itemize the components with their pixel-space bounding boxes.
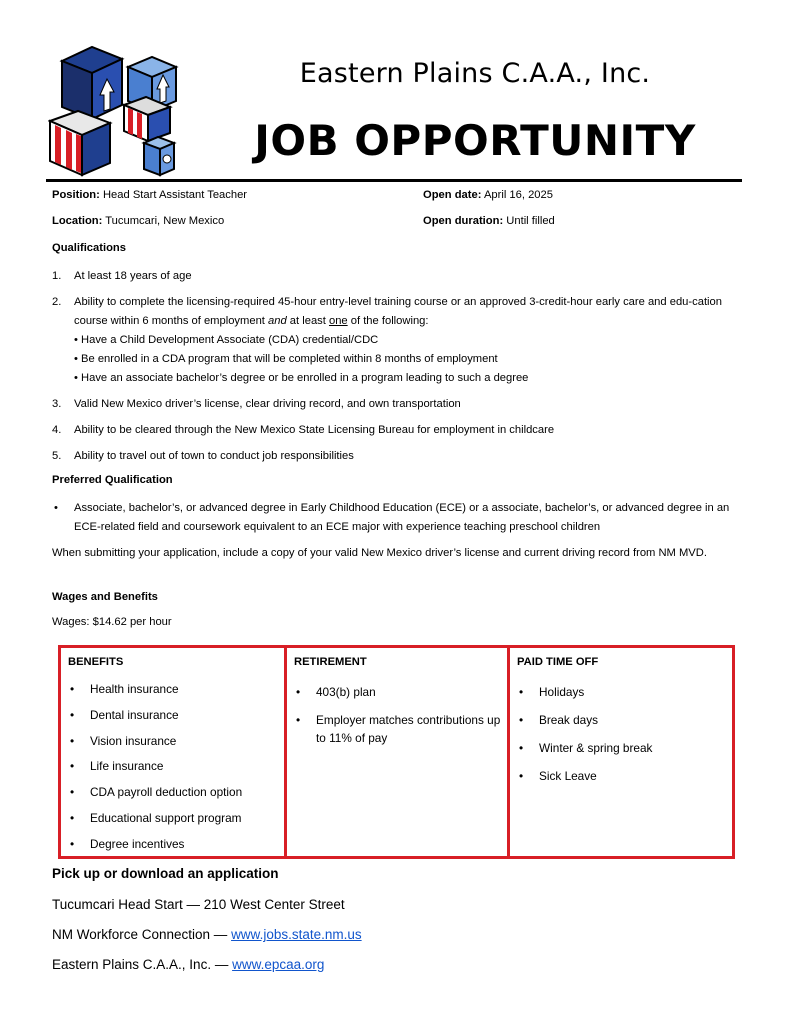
list-item — [52, 447, 742, 466]
jobs-state-link[interactable]: www.jobs.state.nm.us — [231, 927, 362, 942]
head-start-blocks-logo — [48, 45, 180, 177]
list-item — [294, 683, 503, 701]
list-item — [517, 711, 728, 729]
bullet: • — [519, 713, 524, 727]
benefits-box — [58, 645, 287, 859]
list-number: 2. — [52, 296, 62, 308]
pickup-heading: Pick up or download an application — [52, 866, 279, 881]
position-value: Head Start Assistant Teacher — [102, 189, 248, 201]
pto-text: Sick Leave — [539, 769, 597, 783]
bullet: • — [70, 836, 75, 851]
emphasis-one: one — [328, 315, 348, 327]
qualification-text: Ability to travel out of town to conduct job responsibilities — [74, 450, 354, 462]
list-item — [517, 739, 728, 757]
pto-text: Holidays — [539, 685, 585, 699]
bullet: • — [519, 685, 524, 699]
list-number: 4. — [52, 424, 62, 436]
benefits-title: BENEFITS — [68, 656, 124, 668]
paid-time-off-list — [517, 683, 728, 795]
pickup-epcaa — [52, 957, 324, 972]
bullet: • — [296, 713, 301, 727]
bullet: • — [70, 759, 75, 774]
list-item — [68, 706, 280, 724]
open-date-label: Open date: — [423, 189, 482, 201]
pickup-nm-workforce-label: NM Workforce Connection — — [52, 927, 232, 942]
bullet: • — [70, 785, 75, 800]
list-item — [68, 732, 280, 750]
list-item — [68, 783, 280, 801]
sub-list-item: • Have a Child Development Associate (CDA) credential/CDC — [74, 334, 379, 346]
list-item — [68, 809, 280, 827]
list-item — [52, 395, 742, 414]
benefit-text: Health insurance — [90, 682, 179, 696]
paid-time-off-title: PAID TIME OFF — [517, 656, 599, 668]
qualification-text: Ability to be cleared through the New Mexico State Licensing Bureau for employment in childcare — [74, 424, 555, 436]
bullet: • — [70, 810, 75, 825]
sub-list-item: • Be enrolled in a CDA program that will be completed within 8 months of employment — [74, 353, 498, 365]
list-number: 5. — [52, 450, 62, 462]
list-item — [68, 835, 280, 853]
location-label: Location: — [52, 215, 103, 227]
pto-text: Break days — [539, 713, 599, 727]
preferred-qualification — [52, 499, 742, 537]
pickup-nm-workforce — [52, 927, 362, 942]
preferred-qualification-text: Associate, bachelor’s, or advanced degree in Early Childhood Education (ECE) or a associate, bachelor’s, or advanced degree in an ECE-related field and coursework equivalent to an ECE major with experience teaching preschool children — [74, 502, 730, 533]
benefit-text: Dental insurance — [90, 707, 179, 722]
open-duration-label: Open duration: — [423, 215, 504, 227]
list-item — [68, 757, 280, 775]
bullet: • — [519, 769, 524, 783]
qualification-text: Valid New Mexico driver’s license, clear driving record, and own transportation — [74, 398, 461, 410]
sub-list-item: • Have an associate bachelor’s degree or be enrolled in a program leading to such a degree — [74, 372, 529, 384]
organization-name: Eastern Plains C.A.A., Inc. — [299, 58, 651, 89]
wages-text: Wages: $14.62 per hour — [52, 616, 172, 628]
open-date-row — [423, 189, 553, 201]
page-title: JOB OPPORTUNITY — [254, 116, 696, 165]
wages-heading: Wages and Benefits — [52, 591, 158, 603]
epcaa-link[interactable]: www.epcaa.org — [232, 957, 325, 972]
bullet: • — [296, 685, 301, 699]
list-item — [68, 680, 280, 698]
benefit-text: Vision insurance — [90, 733, 177, 748]
list-number: 1. — [52, 270, 62, 282]
qualification-text: of the following: — [347, 315, 429, 327]
qualification-text: Ability to complete the licensing-required 45-hour entry-level training course or an approved 3-credit-hour early care and edu-cation course within 6 months of employment — [74, 296, 722, 327]
paid-time-off-box — [507, 645, 735, 859]
pickup-epcaa-label: Eastern Plains C.A.A., Inc. — — [52, 957, 233, 972]
list-number: 3. — [52, 398, 62, 410]
location-value: Tucumcari, New Mexico — [105, 215, 225, 227]
preferred-qualification-heading: Preferred Qualification — [52, 474, 173, 486]
pickup-location-tucumcari: Tucumcari Head Start — 210 West Center Street — [52, 897, 345, 912]
qualifications-heading: Qualifications — [52, 242, 126, 254]
benefit-text: Life insurance — [90, 759, 164, 774]
qualifications-list — [52, 267, 742, 473]
open-duration-value: Until filled — [506, 215, 555, 227]
retirement-title: RETIREMENT — [294, 656, 367, 668]
bullet: • — [70, 707, 75, 722]
open-duration-row — [423, 215, 555, 227]
bullet: • — [54, 502, 58, 514]
retirement-list — [294, 683, 503, 757]
benefits-list — [68, 680, 280, 861]
retirement-box — [284, 645, 510, 859]
list-item — [517, 767, 728, 785]
application-note: When submitting your application, include a copy of your valid New Mexico driver’s license and current driving record from NM MVD. — [52, 547, 707, 559]
bullet: • — [70, 733, 75, 748]
qualification-text: at least — [286, 315, 329, 327]
retirement-text: 403(b) plan — [316, 685, 376, 699]
qualification-text: At least 18 years of age — [74, 270, 192, 282]
bullet: • — [519, 741, 524, 755]
list-item — [52, 421, 742, 440]
list-item — [517, 683, 728, 701]
header-divider — [46, 179, 742, 182]
pto-text: Winter & spring break — [539, 741, 653, 755]
list-item — [52, 267, 742, 286]
bullet: • — [70, 682, 75, 696]
open-date-value: April 16, 2025 — [483, 189, 553, 201]
retirement-text: Employer matches contributions up to 11% of pay — [316, 713, 501, 745]
benefit-text: CDA payroll deduction option — [90, 785, 243, 800]
benefit-text: Degree incentives — [90, 836, 185, 851]
list-item — [294, 711, 503, 747]
location-row — [52, 215, 224, 227]
sub-list — [74, 331, 742, 388]
list-item — [52, 293, 742, 388]
emphasis-and: and — [268, 315, 287, 327]
position-row — [52, 189, 247, 201]
benefit-text: Educational support program — [90, 810, 242, 825]
position-label: Position: — [52, 189, 100, 201]
